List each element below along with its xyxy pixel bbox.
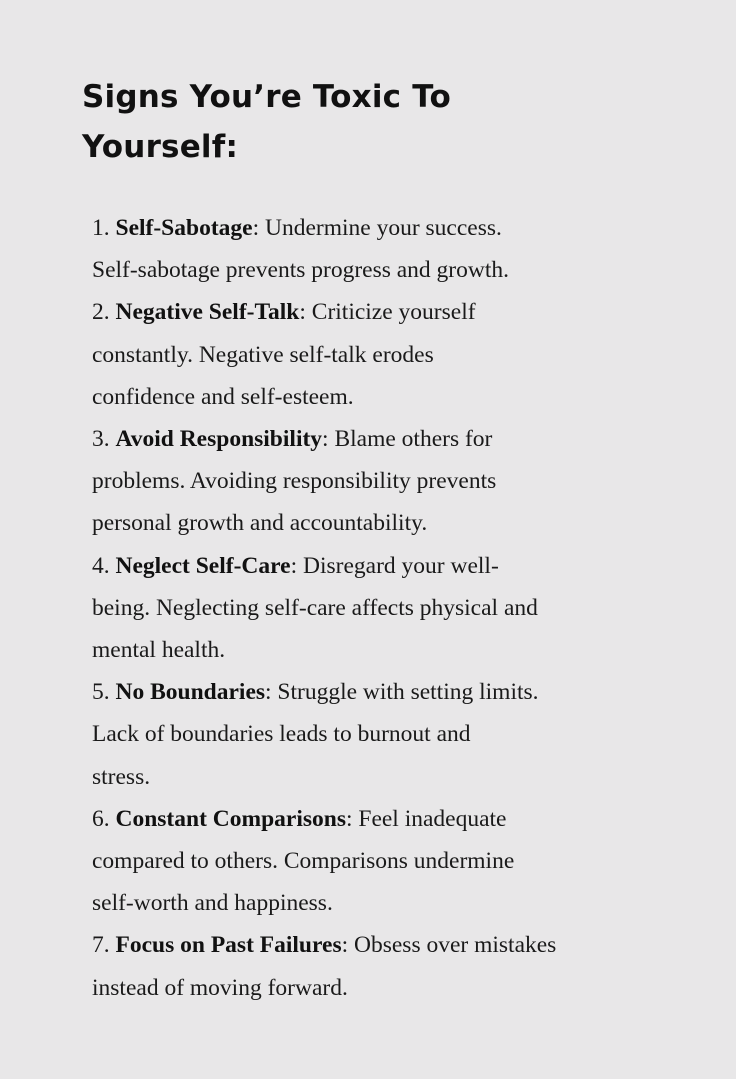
title-line-2: Yourself: [82, 129, 239, 165]
item-name: Negative Self-Talk [115, 299, 300, 326]
item-text-line-3: mental health. [92, 637, 226, 664]
item-text-line-3: stress. [92, 763, 151, 790]
list-item-focus-on-past-failures [92, 924, 652, 1008]
list-item-no-boundaries [92, 671, 652, 798]
page-title [82, 72, 642, 172]
item-text-line-1: : Undermine your success. [252, 215, 502, 241]
list-item-constant-comparisons [92, 798, 652, 925]
item-text-line-1: : Struggle with setting limits. [265, 679, 539, 706]
signs-list [92, 207, 652, 1009]
item-number: 4. [92, 552, 110, 579]
item-name: Self-Sabotage [115, 215, 253, 241]
item-name: No Boundaries [115, 679, 266, 706]
item-number: 2. [92, 299, 110, 326]
item-number: 5. [92, 679, 110, 706]
item-text-line-2: compared to others. Comparisons undermine [92, 848, 515, 875]
item-text-line-3: self-worth and happiness. [92, 890, 333, 917]
item-number: 6. [92, 805, 110, 832]
list-item-self-sabotage [92, 207, 652, 291]
item-text-line-1: : Disregard your well- [290, 552, 499, 579]
item-name: Constant Comparisons [115, 805, 346, 832]
item-text-line-3: confidence and self-esteem. [92, 383, 354, 410]
title-line-1: Signs You’re Toxic To [82, 79, 451, 115]
item-text-line-3: personal growth and accountability. [92, 510, 428, 537]
item-text-line-1: : Feel inadequate [345, 805, 507, 832]
list-item-negative-self-talk [92, 291, 652, 418]
item-number: 3. [92, 426, 110, 453]
item-number: 1. [92, 215, 110, 241]
item-name: Neglect Self-Care [115, 552, 291, 579]
item-text-line-2: constantly. Negative self-talk erodes [92, 341, 434, 368]
item-text-line-2: Lack of boundaries leads to burnout and [92, 721, 471, 748]
item-text-line-2: being. Neglecting self-care affects physical and [92, 594, 538, 621]
item-text-line-1: : Criticize yourself [299, 299, 476, 326]
item-text-line-1: : Blame others for [322, 426, 493, 453]
item-text-line-2: instead of moving forward. [92, 974, 348, 1001]
item-name: Focus on Past Failures [115, 932, 342, 959]
item-text-line-2: Self-sabotage prevents progress and growth. [92, 257, 510, 284]
list-item-avoid-responsibility [92, 418, 652, 545]
item-number: 7. [92, 932, 110, 959]
item-name: Avoid Responsibility [115, 426, 323, 453]
item-text-line-2: problems. Avoiding responsibility prevents [92, 468, 497, 495]
item-text-line-1: : Obsess over mistakes [341, 932, 557, 959]
list-item-neglect-self-care [92, 545, 652, 672]
